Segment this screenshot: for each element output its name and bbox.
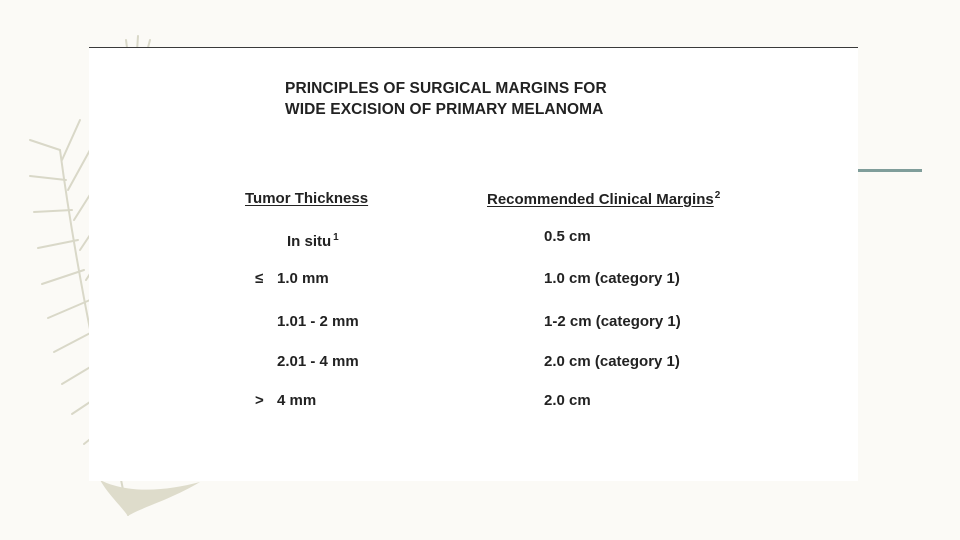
thickness-cell: ≤ 1.0 mm (255, 270, 329, 287)
margin-cell: 2.0 cm (544, 392, 591, 409)
greater-than-symbol: > (255, 392, 264, 409)
margin-cell: 2.0 cm (category 1) (544, 353, 680, 370)
thickness-cell: 2.01 - 4 mm (277, 353, 359, 370)
margin-cell: 1-2 cm (category 1) (544, 313, 681, 330)
margin-cell: 1.0 cm (category 1) (544, 270, 680, 287)
content-panel (89, 47, 858, 481)
accent-line (858, 169, 922, 172)
less-equal-symbol: ≤ (255, 270, 264, 287)
thickness-cell: > 4 mm (255, 392, 317, 409)
title-line-1: PRINCIPLES OF SURGICAL MARGINS FOR (285, 80, 607, 97)
header-recommended-margins: Recommended Clinical Margins$^2$ (487, 190, 721, 208)
header-tumor-thickness: Tumor Thickness (245, 190, 369, 207)
footnote-marker: 1 (333, 232, 339, 243)
title-line-2: WIDE EXCISION OF PRIMARY MELANOMA (285, 101, 604, 118)
footnote-marker: 2 (714, 190, 721, 201)
thickness-cell: 1.01 - 2 mm (277, 313, 359, 330)
thickness-cell: In situ $^1$ (287, 232, 339, 250)
margin-cell: 0.5 cm (544, 228, 591, 245)
page-title (285, 78, 607, 120)
